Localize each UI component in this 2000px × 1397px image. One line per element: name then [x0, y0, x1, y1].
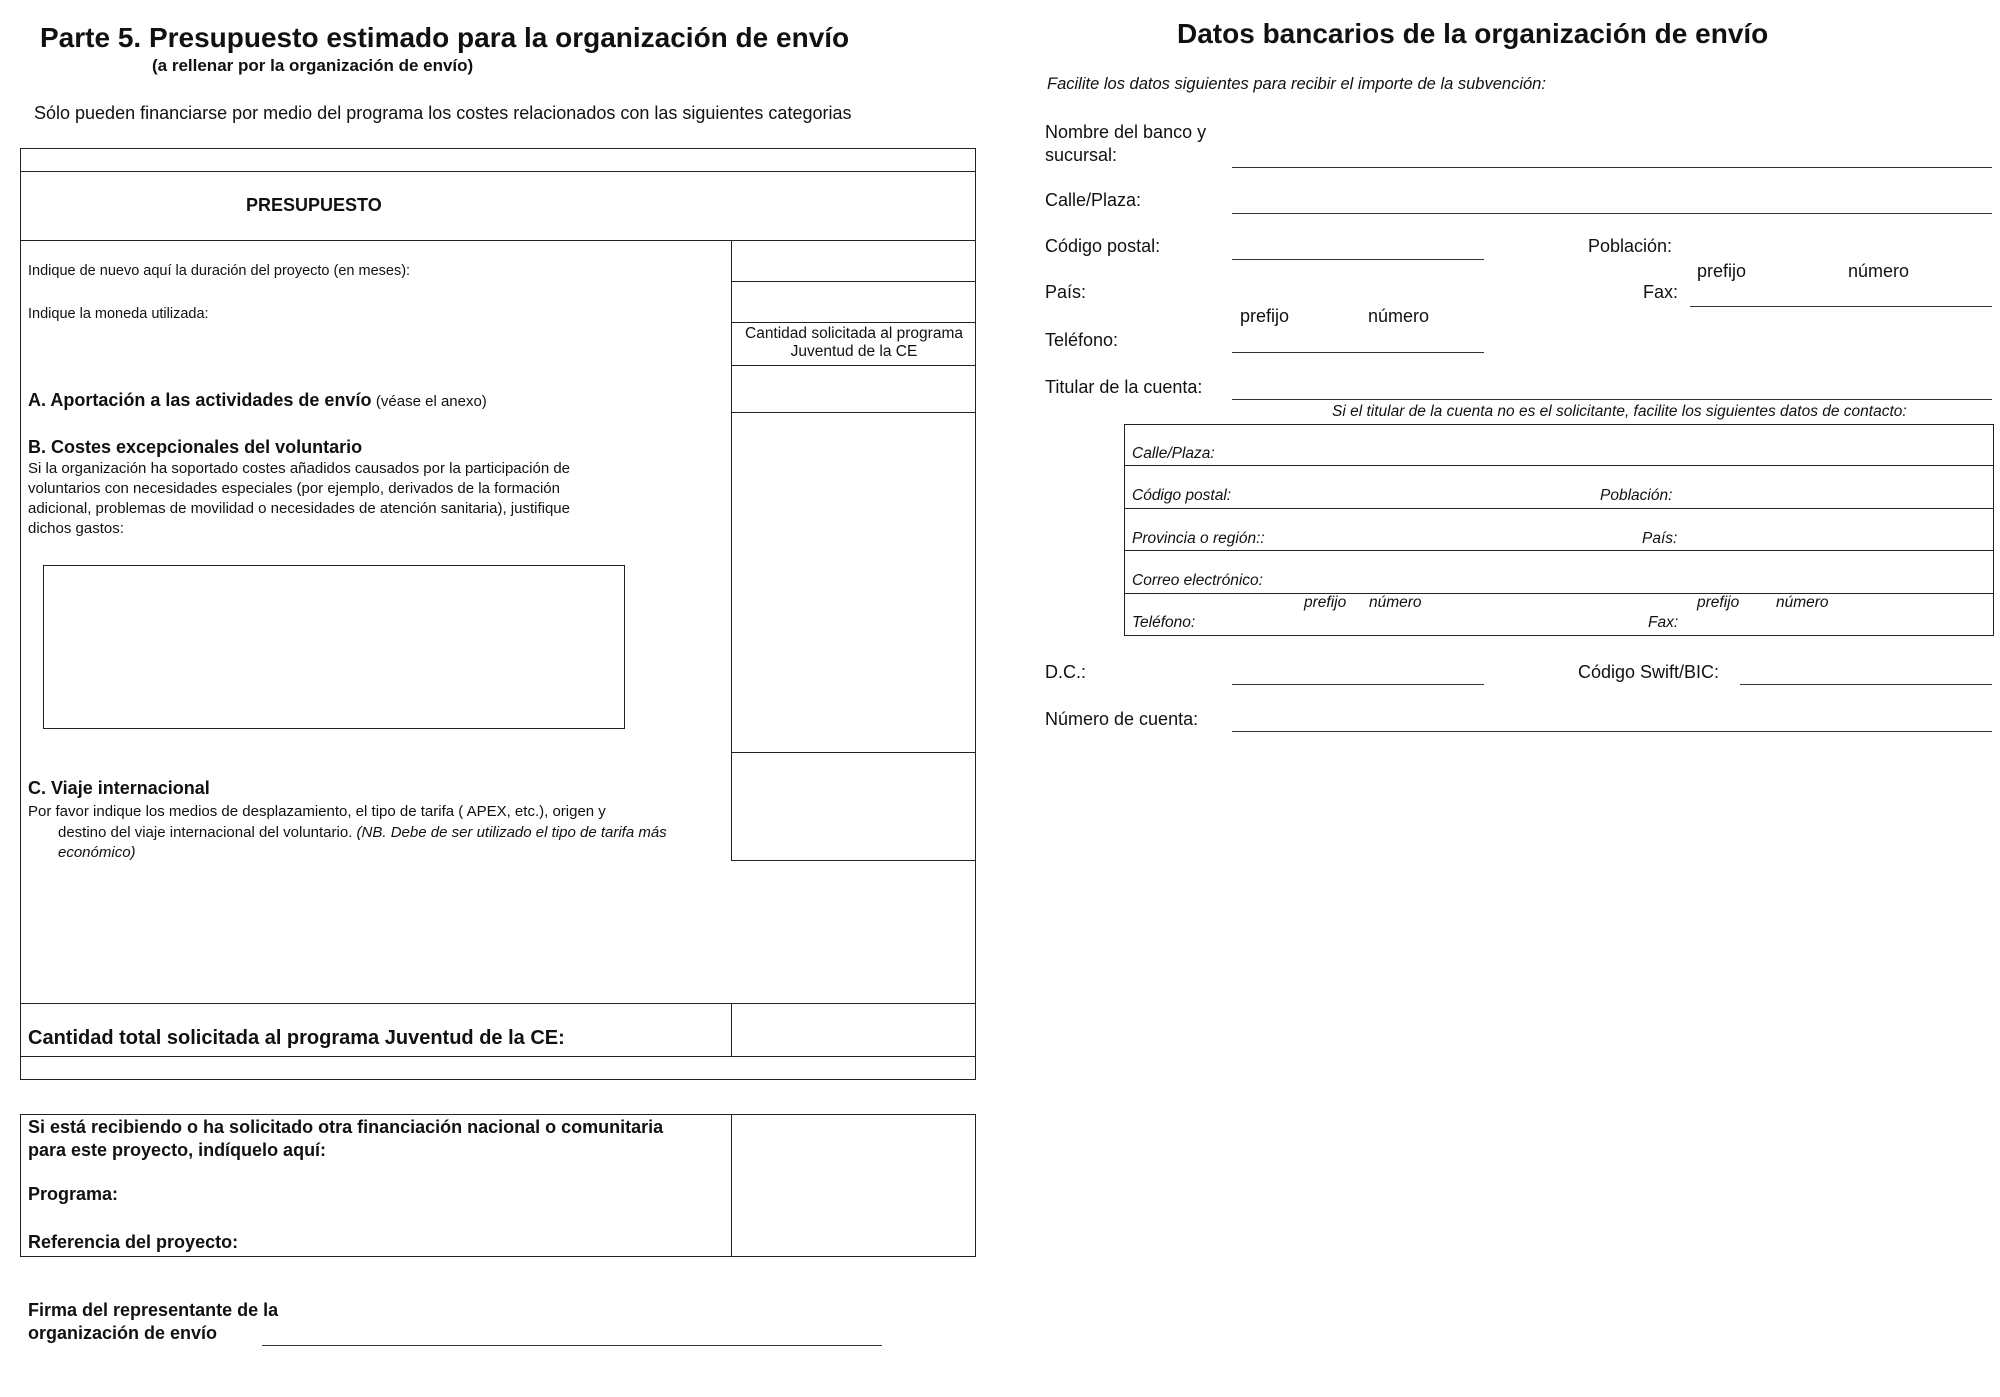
signature-label-line2: organización de envío: [28, 1323, 218, 1343]
sectionA-title: A. Aportación a las actividades de envío: [28, 390, 372, 410]
postcode-line[interactable]: [1232, 259, 1484, 260]
budget-intro: Sólo pueden financiarse por medio del programa los costes relacionados con las siguientes categorias: [34, 103, 852, 123]
fax-line[interactable]: [1690, 306, 1992, 307]
phone-prefix-label: prefijo: [1240, 306, 1290, 326]
bank-name-label-line1: Nombre del banco y: [1045, 122, 1207, 142]
total-label: Cantidad total solicitada al programa Juventud de la CE:: [28, 1027, 565, 1049]
contact-fax-label: Fax:: [1648, 614, 1679, 631]
sectionC-amount-cell[interactable]: [732, 754, 975, 858]
other-funding-amount-cell[interactable]: [732, 1116, 975, 1255]
budget-subtitle: (a rellenar por la organización de envío): [152, 56, 474, 75]
contact-phone-prefix: prefijo: [1304, 594, 1347, 611]
phone-label: Teléfono:: [1045, 330, 1119, 350]
contact-phone-label: Teléfono:: [1132, 614, 1196, 631]
signature-label-line1: Firma del representante de la: [28, 1300, 279, 1320]
sectionA-heading: [28, 390, 487, 411]
contact-fax-prefix: prefijo: [1697, 594, 1740, 611]
country-label: País:: [1045, 282, 1087, 302]
bank-intro: Facilite los datos siguientes para recibir el importe de la subvención:: [1047, 75, 1546, 93]
sectionC-text-line2: destino del viaje internacional del voluntario. (NB. Debe de ser utilizado el tipo de tarifa más económico): [58, 824, 667, 861]
swift-label: Código Swift/BIC:: [1578, 662, 1720, 682]
town-label: Población:: [1588, 236, 1673, 256]
contact-town-label: Población:: [1600, 487, 1673, 504]
postcode-label: Código postal:: [1045, 236, 1161, 256]
contact-street-label: Calle/Plaza:: [1132, 445, 1215, 462]
contact-phone-number: número: [1369, 594, 1422, 611]
amount-col-header: Cantidad solicitada al programa Juventud de la CE: [745, 325, 963, 360]
contact-email-label: Correo electrónico:: [1132, 572, 1263, 589]
street-label: Calle/Plaza:: [1045, 190, 1142, 210]
total-amount-cell[interactable]: [732, 1005, 975, 1055]
sectionC-title: C. Viaje internacional: [28, 778, 210, 798]
referencia-label: Referencia del proyecto:: [28, 1232, 239, 1252]
sectionB-title: B. Costes excepcionales del voluntario: [28, 437, 363, 457]
holder-label: Titular de la cuenta:: [1045, 377, 1203, 397]
programa-label: Programa:: [28, 1184, 119, 1204]
holder-note: Si el titular de la cuenta no es el solicitante, facilite los siguientes datos de contacto:: [1332, 403, 1907, 420]
sectionC-text-line1: Por favor indique los medios de desplazamiento, el tipo de tarifa ( APEX, etc.), origen y: [28, 803, 606, 820]
bank-title: Datos bancarios de la organización de envío: [1177, 18, 1769, 49]
currency-input-cell[interactable]: [732, 283, 975, 321]
holder-line[interactable]: [1232, 399, 1992, 400]
budget-table-header: PRESUPUESTO: [246, 195, 382, 215]
phone-line[interactable]: [1232, 352, 1484, 353]
bank-name-label-line2: sucursal:: [1045, 145, 1118, 165]
swift-line[interactable]: [1740, 684, 1992, 685]
bank-name-line[interactable]: [1232, 167, 1992, 168]
budget-title: Parte 5. Presupuesto estimado para la organización de envío: [40, 22, 850, 53]
sectionA-note: (véase el anexo): [375, 393, 487, 410]
contact-country-label: País:: [1642, 530, 1678, 547]
account-number-label: Número de cuenta:: [1045, 709, 1199, 729]
sectionB-text: Si la organización ha soportado costes añadidos causados por la participación de voluntarios con necesidades especiales (por ejemplo, derivados de la formación adicional, problemas de movilidad o necesidades de atención sanitaria), justifique dichos gastos:: [28, 460, 571, 537]
account-number-line[interactable]: [1232, 731, 1992, 732]
contact-fax-number: número: [1776, 594, 1829, 611]
duration-input-cell[interactable]: [732, 242, 975, 280]
signature-line[interactable]: [262, 1345, 882, 1346]
fax-prefix-label: prefijo: [1697, 261, 1747, 281]
other-funding-text: Si está recibiendo o ha solicitado otra financiación nacional o comunitaria para este proyecto, indíquelo aquí:: [28, 1117, 664, 1160]
fax-number-label: número: [1848, 261, 1910, 281]
duration-label: Indique de nuevo aquí la duración del proyecto (en meses):: [28, 263, 411, 279]
currency-label: Indique la moneda utilizada:: [28, 306, 209, 322]
sectionB-justification-box[interactable]: [43, 565, 625, 729]
contact-region-label: Provincia o región::: [1132, 530, 1265, 547]
contact-postcode-label: Código postal:: [1132, 487, 1232, 504]
fax-label: Fax:: [1643, 282, 1679, 302]
sectionC-note: (NB. Debe de ser utilizado el tipo de tarifa más económico): [58, 824, 667, 861]
sectionB-amount-cell[interactable]: [732, 414, 975, 750]
dc-line[interactable]: [1232, 684, 1484, 685]
street-line[interactable]: [1232, 213, 1992, 214]
dc-label: D.C.:: [1045, 662, 1087, 682]
sectionA-amount-cell[interactable]: [732, 367, 975, 411]
phone-number-label: número: [1368, 306, 1430, 326]
